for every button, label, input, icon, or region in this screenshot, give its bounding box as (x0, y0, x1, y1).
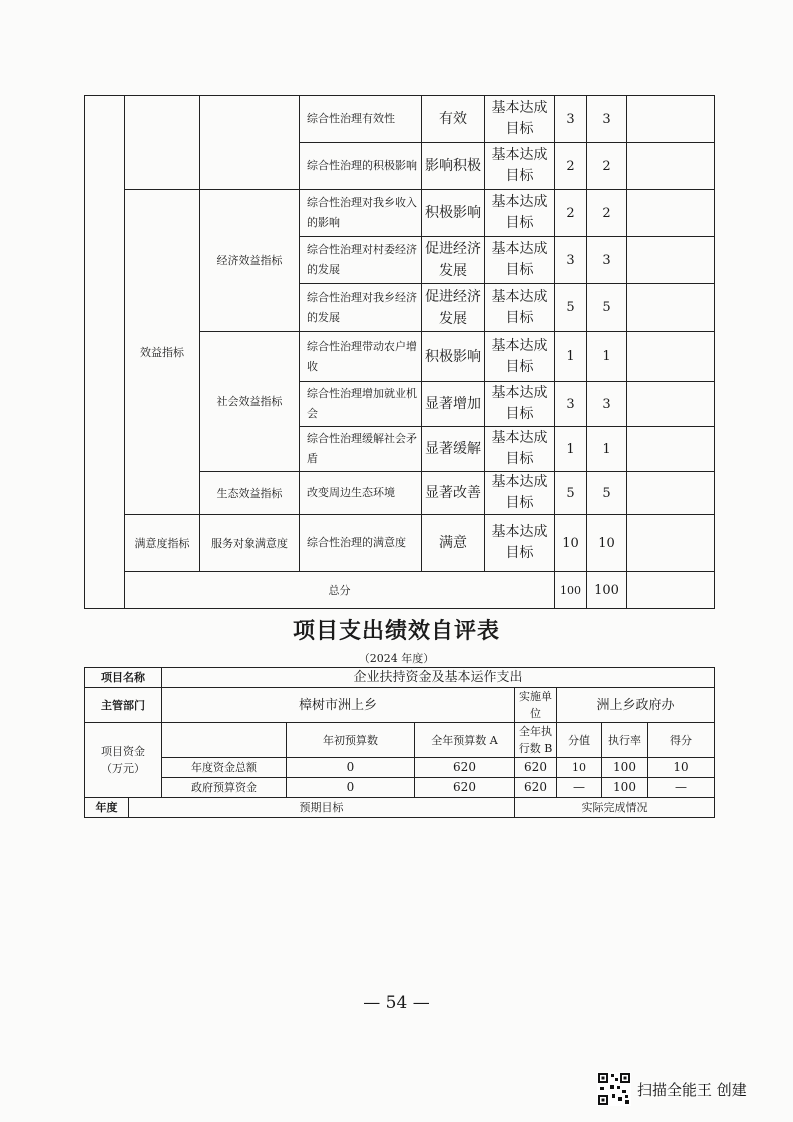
total-weight: 100 (555, 572, 587, 609)
actual-label: 实际完成情况 (515, 798, 715, 818)
level1-satisfaction-cell: 满意度指标 (125, 515, 200, 572)
exec-cell: 620 (515, 778, 557, 798)
value-cell: 积极影响 (422, 332, 485, 382)
col-initial-header: 年初预算数 (287, 723, 415, 758)
level2-social-cell: 社会效益指标 (200, 332, 300, 472)
table-row (85, 688, 715, 723)
indicator-cell: 综合性治理对村委经济的发展 (300, 237, 422, 284)
table-row (85, 668, 715, 688)
initial-cell: 0 (287, 758, 415, 778)
form-year: （2024 年度） (358, 652, 435, 665)
standard-cell: 基本达成目标 (485, 382, 555, 427)
points-cell: 10 (557, 758, 602, 778)
level1-cell (125, 96, 200, 190)
indicator-cell: 综合性治理有效性 (300, 96, 422, 143)
value-cell: 显著增加 (422, 382, 485, 427)
indicator-cell: 综合性治理缓解社会矛盾 (300, 427, 422, 472)
score-cell: 2 (587, 143, 627, 190)
standard-cell: 基本达成目标 (485, 472, 555, 515)
remark-cell (627, 382, 715, 427)
indicator-cell: 改变周边生态环境 (300, 472, 422, 515)
total-row (85, 572, 715, 609)
weight-cell: 2 (555, 190, 587, 237)
remark-cell (627, 572, 715, 609)
header-blank (162, 723, 287, 758)
standard-cell: 基本达成目标 (485, 96, 555, 143)
level1-benefit-cell: 效益指标 (125, 190, 200, 515)
table-row (85, 798, 715, 818)
remark-cell (627, 332, 715, 382)
exec-cell: 620 (515, 758, 557, 778)
annual-cell: 620 (415, 778, 515, 798)
weight-cell: 2 (555, 143, 587, 190)
standard-cell: 基本达成目标 (485, 332, 555, 382)
value-cell: 显著缓解 (422, 427, 485, 472)
table-row (85, 515, 715, 572)
indicator-cell: 综合性治理对我乡收入的影响 (300, 190, 422, 237)
col-points-header: 分值 (557, 723, 602, 758)
weight-cell: 1 (555, 427, 587, 472)
row-label: 年度资金总额 (162, 758, 287, 778)
total-score: 100 (587, 572, 627, 609)
weight-cell: 3 (555, 382, 587, 427)
remark-cell (627, 284, 715, 332)
scanner-watermark (597, 1071, 777, 1107)
annual-cell: 620 (415, 758, 515, 778)
funds-label (85, 723, 162, 798)
value-cell: 积极影响 (422, 190, 485, 237)
year-label: 年度 (85, 798, 129, 818)
col-annual-header: 全年预算数 A (415, 723, 515, 758)
remark-cell (627, 96, 715, 143)
value-cell: 有效 (422, 96, 485, 143)
level2-ecological-cell: 生态效益指标 (200, 472, 300, 515)
score-cell: 1 (587, 427, 627, 472)
indicator-cell: 综合性治理带动农户增收 (300, 332, 422, 382)
weight-cell: 5 (555, 284, 587, 332)
watermark-text: 扫描全能王 创建 (637, 1080, 747, 1099)
score-cell: 3 (587, 237, 627, 284)
impl-value: 洲上乡政府办 (557, 688, 715, 723)
table-row (85, 723, 715, 758)
weight-cell: 3 (555, 237, 587, 284)
indicator-cell: 综合性治理的满意度 (300, 515, 422, 572)
level2-economic-cell: 经济效益指标 (200, 190, 300, 332)
value-cell: 满意 (422, 515, 485, 572)
remark-cell (627, 515, 715, 572)
table-row (85, 190, 715, 237)
level2-service-cell: 服务对象满意度 (200, 515, 300, 572)
form-title: 项目支出绩效自评表 (292, 618, 500, 644)
initial-cell: 0 (287, 778, 415, 798)
self-evaluation-form-table (84, 667, 715, 818)
level1-cell (85, 96, 125, 609)
rate-cell: 100 (602, 758, 648, 778)
col-score-header: 得分 (648, 723, 715, 758)
remark-cell (627, 190, 715, 237)
target-label: 预期目标 (129, 798, 515, 818)
table-row (85, 96, 715, 143)
score-cell: — (648, 778, 715, 798)
page-number: — 54 — (363, 993, 430, 1013)
performance-indicator-table (84, 95, 715, 609)
remark-cell (627, 427, 715, 472)
table-row (85, 778, 715, 798)
impl-label: 实施单位 (515, 688, 557, 723)
score-cell: 5 (587, 284, 627, 332)
rate-cell: 100 (602, 778, 648, 798)
indicator-cell: 综合性治理的积极影响 (300, 143, 422, 190)
value-cell: 促进经济发展 (422, 237, 485, 284)
row-label: 政府预算资金 (162, 778, 287, 798)
table-row (85, 758, 715, 778)
col-rate-header: 执行率 (602, 723, 648, 758)
col-exec-header: 全年执行数 B (515, 723, 557, 758)
weight-cell: 3 (555, 96, 587, 143)
score-cell: 1 (587, 332, 627, 382)
value-cell: 影响积极 (422, 143, 485, 190)
score-cell: 5 (587, 472, 627, 515)
standard-cell: 基本达成目标 (485, 427, 555, 472)
score-cell: 3 (587, 382, 627, 427)
score-cell: 10 (587, 515, 627, 572)
value-cell: 显著改善 (422, 472, 485, 515)
standard-cell: 基本达成目标 (485, 237, 555, 284)
funds-label-line2: （万元） (101, 762, 145, 775)
weight-cell: 10 (555, 515, 587, 572)
points-cell: — (557, 778, 602, 798)
total-label: 总分 (125, 572, 555, 609)
score-cell: 3 (587, 96, 627, 143)
weight-cell: 1 (555, 332, 587, 382)
dept-label: 主管部门 (85, 688, 162, 723)
indicator-cell: 综合性治理对我乡经济的发展 (300, 284, 422, 332)
score-cell: 2 (587, 190, 627, 237)
remark-cell (627, 472, 715, 515)
remark-cell (627, 237, 715, 284)
indicator-cell: 综合性治理增加就业机会 (300, 382, 422, 427)
score-cell: 10 (648, 758, 715, 778)
level2-cell (200, 96, 300, 190)
remark-cell (627, 143, 715, 190)
qr-code-icon (597, 1072, 631, 1106)
value-cell: 促进经济发展 (422, 284, 485, 332)
dept-value: 樟树市洲上乡 (162, 688, 515, 723)
standard-cell: 基本达成目标 (485, 190, 555, 237)
project-name-value: 企业扶持资金及基本运作支出 (162, 668, 715, 688)
standard-cell: 基本达成目标 (485, 515, 555, 572)
standard-cell: 基本达成目标 (485, 143, 555, 190)
project-name-label: 项目名称 (85, 668, 162, 688)
weight-cell: 5 (555, 472, 587, 515)
funds-label-line1: 项目资金 (101, 745, 145, 758)
standard-cell: 基本达成目标 (485, 284, 555, 332)
